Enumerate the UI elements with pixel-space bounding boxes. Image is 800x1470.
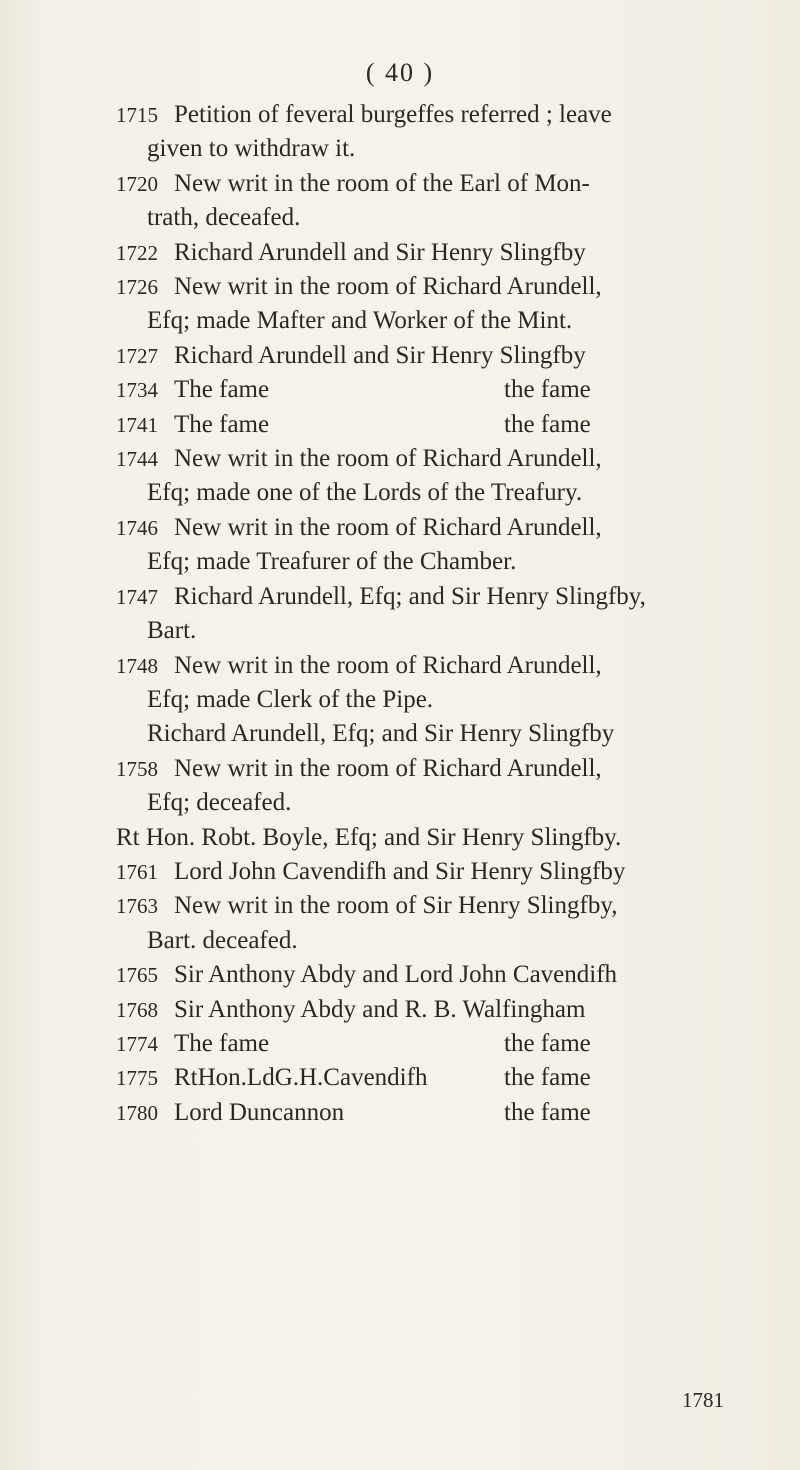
entry-text: New writ in the room of Sir Henry Slingfby, [174, 892, 618, 920]
election-entries [116, 98, 776, 1130]
entry-text: Richard Arundell, Efq; and Sir Henry Slingfby, [174, 582, 646, 610]
catchword: 1781 [682, 1388, 724, 1412]
entry-text: Richard Arundell and Sir Henry Slingfby [174, 238, 586, 266]
entry-line [116, 958, 776, 992]
entry-member-left: The fame [174, 376, 270, 404]
entry-line [116, 442, 776, 476]
entry-text: Efq; made Clerk of the Pipe. [147, 685, 434, 713]
entry-line [116, 786, 776, 820]
entry-line [116, 132, 776, 166]
entry-line [116, 889, 776, 923]
entry-line [116, 236, 776, 270]
entry-text: Petition of feveral burgeffes referred ; leave [174, 101, 612, 128]
entry-line [116, 683, 776, 717]
entry-year: 1734 [116, 378, 158, 403]
entry-text: Sir Anthony Abdy and R. B. Walfingham [174, 995, 586, 1023]
entry-text: New writ in the room of Richard Arundell, [174, 513, 602, 541]
entry-line [116, 476, 776, 510]
entry-line [116, 717, 776, 751]
entry-text: Efq; made Treafurer of the Chamber. [147, 548, 517, 576]
entry-line [116, 993, 776, 1027]
entry-text: Richard Arundell, Efq; and Sir Henry Slingfby [147, 720, 615, 748]
entry-line [116, 408, 776, 442]
entry-year: 1758 [116, 756, 158, 781]
entry-line [116, 821, 776, 855]
entry-member-left: RtHon.LdG.H.Cavendifh [174, 1064, 428, 1092]
entry-year: 1726 [116, 275, 158, 300]
entry-text: Bart. [147, 617, 197, 645]
entry-text: Richard Arundell and Sir Henry Slingfby [174, 341, 586, 369]
entry-year: 1763 [116, 894, 158, 919]
entry-line [116, 98, 776, 132]
entry-member-left: The fame [174, 1029, 270, 1057]
entry-text: Bart. deceafed. [147, 926, 298, 954]
entry-year: 1747 [116, 584, 158, 609]
entry-text: New writ in the room of Richard Arundell, [174, 273, 602, 301]
entry-line [116, 1096, 776, 1130]
entry-year: 1741 [116, 412, 158, 437]
entry-text: given to withdraw it. [147, 135, 356, 163]
entry-year: 1727 [116, 343, 158, 368]
entry-member-right: the fame [504, 1098, 591, 1126]
entry-text: Lord John Cavendifh and Sir Henry Slingfby [174, 857, 626, 885]
entry-text: Efq; made one of the Lords of the Treafury. [147, 479, 583, 507]
entry-member-right: the fame [504, 376, 591, 404]
entry-text: Sir Anthony Abdy and Lord John Cavendifh [174, 961, 618, 989]
page-number: ( 40 ) [365, 58, 435, 87]
entry-year: 1748 [116, 653, 158, 678]
entry-text: New writ in the room of Richard Arundell, [174, 651, 602, 679]
entry-member-right: the fame [504, 410, 591, 438]
entry-text: Efq; deceafed. [147, 789, 292, 817]
entry-text: Rt Hon. Robt. Boyle, Efq; and Sir Henry Slingfby. [116, 823, 622, 851]
entry-year: 1746 [116, 515, 158, 540]
entry-year: 1774 [116, 1031, 158, 1056]
entry-text: New writ in the room of the Earl of Mon- [174, 169, 590, 197]
entry-member-right: the fame [504, 1064, 591, 1092]
entry-text: New writ in the room of Richard Arundell, [174, 754, 602, 782]
entry-line [116, 924, 776, 958]
entry-line [116, 855, 776, 889]
entry-line [116, 752, 776, 786]
entry-member-right: the fame [504, 1029, 591, 1057]
entry-year: 1720 [116, 171, 158, 196]
entry-text: Efq; made Mafter and Worker of the Mint. [147, 307, 573, 335]
entry-line [116, 270, 776, 304]
entry-line [116, 373, 776, 407]
entry-year: 1722 [116, 240, 158, 265]
entry-text: New writ in the room of Richard Arundell, [174, 445, 602, 473]
entry-line [116, 201, 776, 235]
entry-line [116, 614, 776, 648]
entry-year: 1775 [116, 1066, 158, 1091]
entry-line [116, 167, 776, 201]
entry-line [116, 580, 776, 614]
entry-member-left: Lord Duncannon [174, 1098, 345, 1126]
entry-text: trath, deceafed. [147, 204, 301, 232]
entry-line [116, 1061, 776, 1095]
entry-year: 1768 [116, 997, 158, 1022]
entry-year: 1715 [116, 103, 158, 127]
entry-year: 1744 [116, 447, 158, 472]
entry-line [116, 1027, 776, 1061]
entry-line [116, 511, 776, 545]
entry-year: 1765 [116, 963, 158, 988]
entry-year: 1780 [116, 1100, 158, 1125]
entry-member-left: The fame [174, 410, 270, 438]
entry-year: 1761 [116, 859, 158, 884]
entry-line [116, 545, 776, 579]
entry-line [116, 339, 776, 373]
entry-line [116, 649, 776, 683]
entry-line [116, 304, 776, 338]
